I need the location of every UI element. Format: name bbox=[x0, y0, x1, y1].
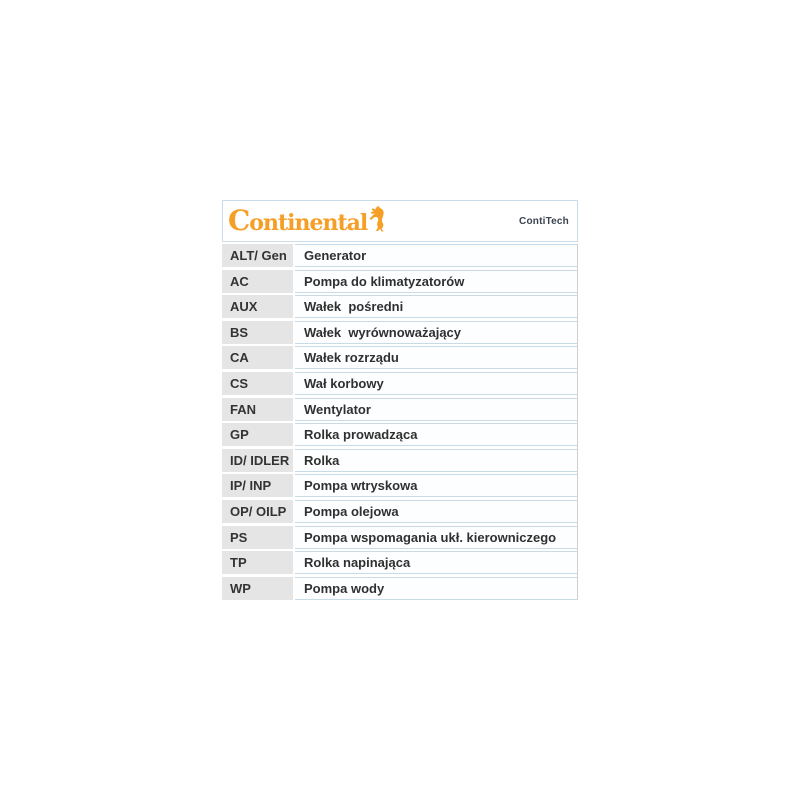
abbreviation-table bbox=[222, 244, 578, 600]
conti-legend-panel bbox=[222, 200, 578, 600]
table-row bbox=[222, 551, 577, 574]
desc-cell: Pompa do klimatyzatorów bbox=[295, 270, 577, 293]
abbr-cell: FAN bbox=[222, 398, 293, 421]
abbr-cell: PS bbox=[222, 526, 293, 549]
table-row bbox=[222, 244, 577, 267]
desc-cell: Wałek pośredni bbox=[295, 295, 577, 318]
rearing-horse-icon bbox=[369, 205, 390, 232]
abbr-cell: TP bbox=[222, 551, 293, 574]
table-row bbox=[222, 423, 577, 446]
table-row bbox=[222, 321, 577, 344]
abbr-cell: ALT/ Gen bbox=[222, 244, 293, 267]
desc-cell: Pompa wspomagania ukł. kierowniczego bbox=[295, 526, 577, 549]
desc-cell: Pompa wody bbox=[295, 577, 577, 600]
abbr-cell: AUX bbox=[222, 295, 293, 318]
desc-cell: Pompa olejowa bbox=[295, 500, 577, 523]
table-row bbox=[222, 449, 577, 472]
desc-cell: Wał korbowy bbox=[295, 372, 577, 395]
table-row bbox=[222, 372, 577, 395]
logo-letter-c: C bbox=[228, 204, 250, 237]
abbr-cell: ID/ IDLER bbox=[222, 449, 293, 472]
logo-wordmark: ontinental bbox=[249, 210, 368, 236]
contitech-wordmark: ContiTech bbox=[519, 215, 569, 227]
desc-cell: Wentylator bbox=[295, 398, 577, 421]
abbr-cell: IP/ INP bbox=[222, 474, 293, 497]
desc-cell: Pompa wtryskowa bbox=[295, 474, 577, 497]
table-row bbox=[222, 346, 577, 369]
abbr-cell: BS bbox=[222, 321, 293, 344]
desc-cell: Generator bbox=[295, 244, 577, 267]
abbr-cell: WP bbox=[222, 577, 293, 600]
abbr-cell: GP bbox=[222, 423, 293, 446]
table-row bbox=[222, 474, 577, 497]
abbr-cell: CA bbox=[222, 346, 293, 369]
table-row bbox=[222, 270, 577, 293]
table-row bbox=[222, 295, 577, 318]
desc-cell: Wałek rozrządu bbox=[295, 346, 577, 369]
desc-cell: Wałek wyrównoważający bbox=[295, 321, 577, 344]
table-row bbox=[222, 526, 577, 549]
desc-cell: Rolka bbox=[295, 449, 577, 472]
continental-logo bbox=[228, 204, 390, 237]
desc-cell: Rolka napinająca bbox=[295, 551, 577, 574]
table-row bbox=[222, 577, 577, 600]
abbr-cell: CS bbox=[222, 372, 293, 395]
abbr-cell: OP/ OILP bbox=[222, 500, 293, 523]
abbr-cell: AC bbox=[222, 270, 293, 293]
table-row bbox=[222, 500, 577, 523]
brand-header bbox=[222, 200, 578, 242]
table-row bbox=[222, 398, 577, 421]
desc-cell: Rolka prowadząca bbox=[295, 423, 577, 446]
